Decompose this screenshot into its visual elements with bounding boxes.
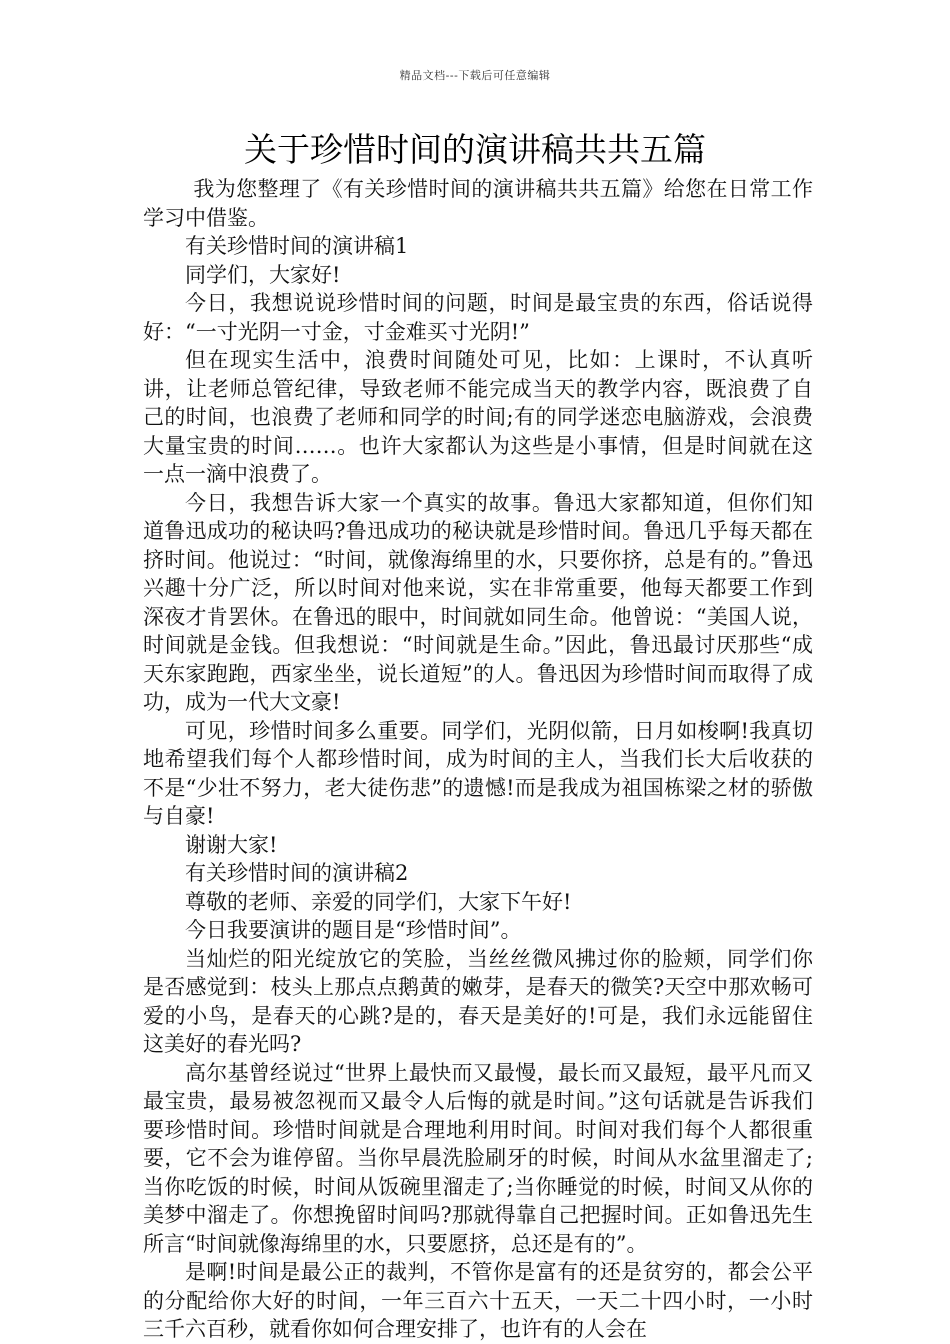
section-heading-2: 有关珍惜时间的演讲稿2: [185, 861, 409, 885]
paragraph: 可见，珍惜时间多么重要。同学们，光阴似箭，日月如梭啊!我真切地希望我们每个人都珍惜时间，成为时间的主人，当我们长大后收获的不是“少壮不努力，老大徒伤悲”的遗憾!而是我成为祖国栋梁之材的骄傲与自豪!: [143, 718, 813, 828]
paragraph: 今日我要演讲的题目是“珍惜时间”。: [185, 918, 522, 942]
document-body: [143, 175, 813, 1344]
document-title: 关于珍惜时间的演讲稿共共五篇: [244, 130, 706, 169]
greeting-1: 同学们，大家好!: [185, 262, 341, 287]
paragraph: 当灿烂的阳光绽放它的笑脸，当丝丝微风拂过你的脸颊，同学们你是否感觉到：枝头上那点点鹅黄的嫩芽，是春天的微笑?天空中那欢畅可爱的小鸟，是春天的心跳?是的，春天是美好的!可是，我们永远能留住这美好的春光吗?: [143, 946, 813, 1056]
closing-1: 谢谢大家!: [185, 832, 278, 857]
greeting-2: 尊敬的老师、亲爱的同学们，大家下午好!: [185, 889, 572, 914]
section-heading-1: 有关珍惜时间的演讲稿1: [185, 234, 409, 258]
paragraph: 今日，我想说说珍惜时间的问题，时间是最宝贵的东西，俗话说得好：“一寸光阴一寸金，寸金难买寸光阴!”: [143, 291, 813, 344]
paragraph: 是啊!时间是最公正的裁判，不管你是富有的还是贫穷的，都会公平的分配给你大好的时间，一年三百六十五天，一天二十四小时，一小时三千六百秒，就看你如何合理安排了，也许有的人会在: [143, 1260, 813, 1341]
paragraph: 今日，我想告诉大家一个真实的故事。鲁迅大家都知道，但你们知道鲁迅成功的秘诀吗?鲁迅成功的秘诀就是珍惜时间。鲁迅几乎每天都在挤时间。他说过：“时间，就像海绵里的水，只要你挤，总是有的。”鲁迅兴趣十分广泛，所以时间对他来说，实在非常重要，他每天都要工作到深夜才肯罢休。在鲁迅的眼中，时间就如同生命。他曾说：“美国人说，时间就是金钱。但我想说：“时间就是生命。”因此，鲁迅最讨厌那些“成天东家跑跑，西家坐坐，说长道短”的人。鲁迅因为珍惜时间而取得了成功，成为一代大文豪!: [143, 490, 813, 714]
page-header: 精品文档---下载后可任意编辑: [399, 69, 551, 82]
paragraph: 但在现实生活中，浪费时间随处可见，比如：上课时，不认真听讲，让老师总管纪律，导致老师不能完成当天的教学内容，既浪费了自己的时间，也浪费了老师和同学的时间;有的同学迷恋电脑游戏，会浪费大量宝贵的时间……。也许大家都认为这些是小事情，但是时间就在这一点一滴中浪费了。: [143, 348, 813, 486]
intro-paragraph: 我为您整理了《有关珍惜时间的演讲稿共共五篇》给您在日常工作学习中借鉴。: [143, 177, 813, 230]
paragraph: 高尔基曾经说过“世界上最快而又最慢，最长而又最短，最平凡而又最宝贵，最易被忽视而又最令人后悔的就是时间。”这句话就是告诉我们要珍惜时间。珍惜时间就是合理地利用时间。时间对我们每个人都很重要，它不会为谁停留。当你早晨洗脸刷牙的时候，时间从水盆里溜走了;当你吃饭的时候，时间从饭碗里溜走了;当你睡觉的时候，时间又从你的美梦中溜走了。你想挽留时间吗?那就得靠自己把握时间。正如鲁迅先生所言“时间就像海绵里的水，只要愿挤，总还是有的”。: [143, 1060, 813, 1256]
